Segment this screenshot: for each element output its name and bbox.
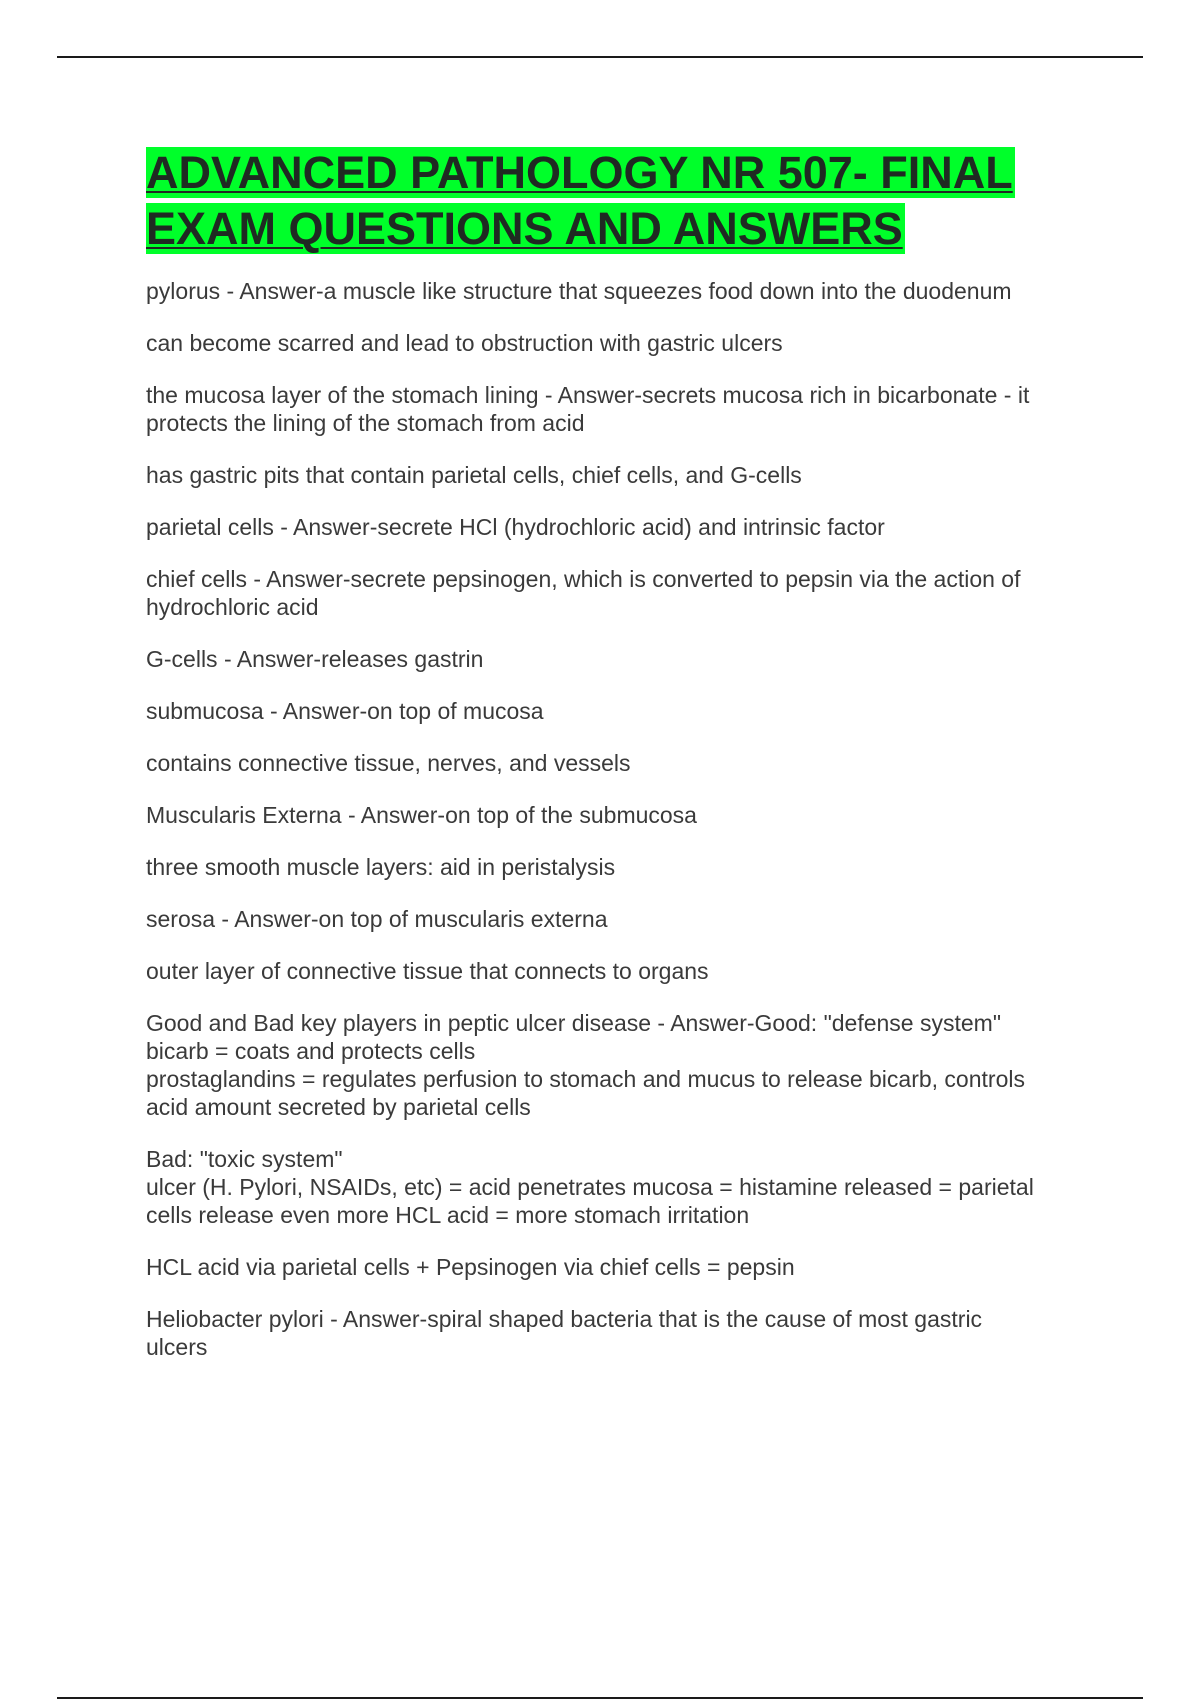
paragraph-line: can become scarred and lead to obstruction with gastric ulcers	[146, 330, 783, 356]
paragraph-line: prostaglandins = regulates perfusion to stomach and mucus to release bicarb, controls	[146, 1066, 1025, 1092]
paragraph-line: Heliobacter pylori - Answer-spiral shaped bacteria that is the cause of most gastric	[146, 1306, 983, 1332]
qa-list	[146, 277, 1086, 1361]
qa-paragraph	[146, 697, 1086, 725]
paragraph-line: outer layer of connective tissue that connects to organs	[146, 958, 709, 984]
qa-paragraph	[146, 957, 1086, 985]
footer-rule	[57, 1697, 1143, 1699]
paragraph-line: parietal cells - Answer-secrete HCl (hydrochloric acid) and intrinsic factor	[146, 514, 885, 540]
paragraph-line: Bad: "toxic system"	[146, 1146, 343, 1172]
paragraph-line: chief cells - Answer-secrete pepsinogen, which is converted to pepsin via the action of	[146, 566, 1021, 592]
qa-paragraph	[146, 277, 1086, 305]
header-rule	[57, 56, 1143, 58]
qa-paragraph	[146, 853, 1086, 881]
paragraph-line: cells release even more HCL acid = more stomach irritation	[146, 1202, 750, 1228]
qa-paragraph	[146, 1145, 1086, 1229]
title-line-1: ADVANCED PATHOLOGY NR 507- FINAL	[146, 147, 1013, 198]
paragraph-line: has gastric pits that contain parietal cells, chief cells, and G-cells	[146, 462, 802, 488]
qa-paragraph	[146, 905, 1086, 933]
qa-paragraph	[146, 513, 1086, 541]
paragraph-line: the mucosa layer of the stomach lining - Answer-secrets mucosa rich in bicarbonate - it	[146, 382, 1030, 408]
qa-paragraph	[146, 381, 1086, 437]
paragraph-line: ulcers	[146, 1334, 208, 1360]
qa-paragraph	[146, 1305, 1086, 1361]
qa-paragraph	[146, 565, 1086, 621]
document-title	[146, 145, 1086, 257]
paragraph-line: hydrochloric acid	[146, 594, 319, 620]
qa-paragraph	[146, 801, 1086, 829]
paragraph-line: G-cells - Answer-releases gastrin	[146, 646, 484, 672]
qa-paragraph	[146, 461, 1086, 489]
paragraph-line: HCL acid via parietal cells + Pepsinogen via chief cells = pepsin	[146, 1254, 795, 1280]
title-line-2: EXAM QUESTIONS AND ANSWERS	[146, 203, 903, 254]
paragraph-line: acid amount secreted by parietal cells	[146, 1094, 531, 1120]
paragraph-line: Muscularis Externa - Answer-on top of the submucosa	[146, 802, 697, 828]
paragraph-line: submucosa - Answer-on top of mucosa	[146, 698, 544, 724]
paragraph-line: ulcer (H. Pylori, NSAIDs, etc) = acid penetrates mucosa = histamine released = parietal	[146, 1174, 1034, 1200]
paragraph-line: serosa - Answer-on top of muscularis externa	[146, 906, 608, 932]
paragraph-line: three smooth muscle layers: aid in peristalysis	[146, 854, 616, 880]
qa-paragraph	[146, 329, 1086, 357]
document-body	[146, 145, 1086, 1385]
paragraph-line: contains connective tissue, nerves, and vessels	[146, 750, 631, 776]
paragraph-line: Good and Bad key players in peptic ulcer disease - Answer-Good: "defense system"	[146, 1010, 1001, 1036]
paragraph-line: bicarb = coats and protects cells	[146, 1038, 476, 1064]
qa-paragraph	[146, 645, 1086, 673]
qa-paragraph	[146, 1009, 1086, 1121]
qa-paragraph	[146, 1253, 1086, 1281]
paragraph-line: pylorus - Answer-a muscle like structure that squeezes food down into the duodenum	[146, 278, 1012, 304]
qa-paragraph	[146, 749, 1086, 777]
paragraph-line: protects the lining of the stomach from acid	[146, 410, 585, 436]
